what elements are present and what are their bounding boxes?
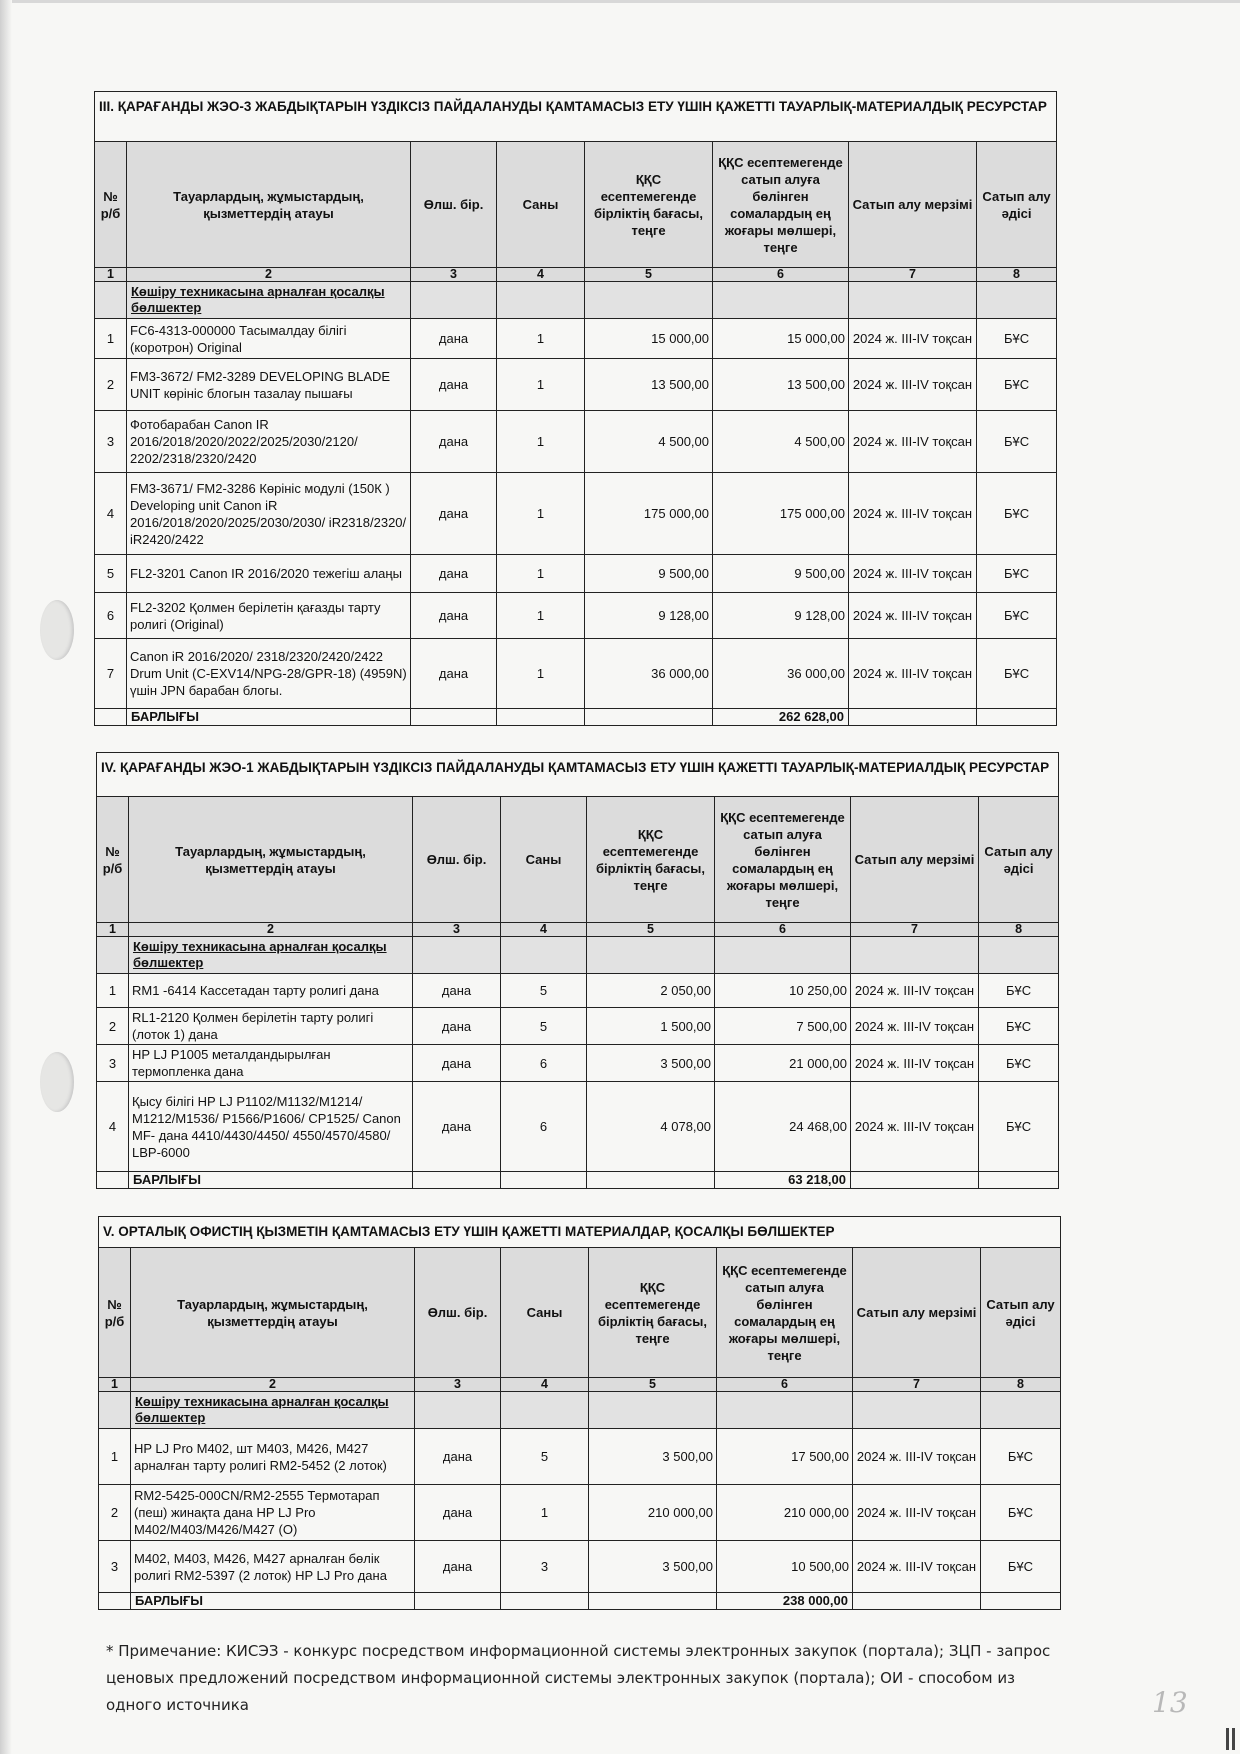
item-number: 2	[97, 1008, 129, 1045]
item-total-sum: 24 468,00	[715, 1082, 851, 1172]
col-header-method: Сатып алу әдісі	[977, 142, 1057, 268]
col-number: 3	[415, 1378, 501, 1392]
item-purchase-method: БҰС	[981, 1429, 1061, 1485]
item-purchase-period: 2024 ж. III-IV тоқсан	[849, 411, 977, 473]
item-unit: дана	[411, 593, 497, 639]
category-label: Көшіру техникасына арналған қосалқы бөлшектер	[131, 1392, 415, 1429]
item-unit: дана	[411, 639, 497, 709]
col-header-no: № р/б	[97, 797, 129, 923]
footnote: * Примечание: КИСЭЗ - конкурс посредством информационной системы электронных закупок (портала); ЗЦП - запрос ценовых предложений посредством информационной системы электронных закупок (портала); ОИ - способом из одного источника	[106, 1642, 1051, 1714]
item-name: HP LJ Pro M402, шт M403, M426, M427 арналған тарту ролигі RM2-5452 (2 лоток)	[131, 1429, 415, 1485]
item-total-sum: 15 000,00	[713, 319, 849, 359]
total-value: 238 000,00	[717, 1593, 853, 1610]
item-unit: дана	[411, 555, 497, 593]
total-label: БАРЛЫҒЫ	[131, 1593, 415, 1610]
total-value: 63 218,00	[715, 1172, 851, 1189]
item-purchase-method: БҰС	[979, 974, 1059, 1008]
item-unit-price: 210 000,00	[589, 1485, 717, 1541]
col-header-price: ҚҚС есептемегенде бірліктің бағасы, теңге	[585, 142, 713, 268]
item-unit-price: 4 500,00	[585, 411, 713, 473]
col-header-unit: Өлш. бір.	[411, 142, 497, 268]
item-unit: дана	[413, 1082, 501, 1172]
section-table	[96, 752, 1059, 1189]
item-quantity: 5	[501, 1429, 589, 1485]
scan-edge-mark	[1232, 1728, 1235, 1750]
section-title: V. ОРТАЛЫҚ ОФИСТІҢ ҚЫЗМЕТІН ҚАМТАМАСЫЗ ЕТУ ҮШІН ҚАЖЕТТІ МАТЕРИАЛДАР, ҚОСАЛҚЫ БӨЛШЕКТЕР	[99, 1217, 1061, 1248]
item-purchase-method: БҰС	[977, 473, 1057, 555]
item-unit: дана	[415, 1429, 501, 1485]
section-title: IV. ҚАРАҒАНДЫ ЖЭО-1 ЖАБДЫҚТАРЫН ҮЗДІКСІЗ ПАЙДАЛАНУДЫ ҚАМТАМАСЫЗ ЕТУ ҮШІН ҚАЖЕТТІ ТАУАРЛЫҚ-МАТЕРИАЛДЫҚ РЕСУРСТАР	[97, 753, 1059, 797]
table-row	[95, 555, 1057, 593]
item-number: 2	[95, 359, 127, 411]
item-name: RL1-2120 Қолмен берілетін тарту ролигі (лоток 1) дана	[129, 1008, 413, 1045]
table-row	[97, 974, 1059, 1008]
col-header-qty: Саны	[501, 1248, 589, 1378]
col-header-period: Сатып алу мерзімі	[851, 797, 979, 923]
item-purchase-method: БҰС	[981, 1541, 1061, 1593]
item-purchase-period: 2024 ж. III-IV тоқсан	[853, 1485, 981, 1541]
item-unit: дана	[415, 1541, 501, 1593]
item-purchase-method: БҰС	[977, 359, 1057, 411]
item-quantity: 1	[501, 1485, 589, 1541]
col-number: 8	[979, 923, 1059, 937]
item-name: Canon iR 2016/2020/ 2318/2320/2420/2422 Drum Unit (C-EXV14/NPG-28/GPR-18) (4959N) үшін JPN барабан блогы.	[127, 639, 411, 709]
item-total-sum: 13 500,00	[713, 359, 849, 411]
item-quantity: 1	[497, 593, 585, 639]
col-number: 7	[853, 1378, 981, 1392]
item-quantity: 1	[497, 319, 585, 359]
col-header-no: № р/б	[99, 1248, 131, 1378]
table-row	[95, 319, 1057, 359]
item-unit-price: 1 500,00	[587, 1008, 715, 1045]
item-purchase-method: БҰС	[977, 319, 1057, 359]
scan-left-shadow	[0, 0, 12, 1754]
item-number: 3	[95, 411, 127, 473]
item-total-sum: 9 500,00	[713, 555, 849, 593]
table-row	[95, 639, 1057, 709]
scan-edge-mark	[1226, 1728, 1229, 1750]
col-header-period: Сатып алу мерзімі	[849, 142, 977, 268]
item-unit: дана	[413, 1045, 501, 1082]
item-number: 3	[97, 1045, 129, 1082]
section-table	[98, 1216, 1061, 1610]
item-unit-price: 3 500,00	[589, 1541, 717, 1593]
punch-hole	[40, 1052, 74, 1112]
item-number: 4	[95, 473, 127, 555]
item-rows	[95, 319, 1057, 709]
item-quantity: 1	[497, 473, 585, 555]
item-name: FL2-3202 Қолмен берілетін қағазды тарту ролигі (Original)	[127, 593, 411, 639]
item-unit-price: 4 078,00	[587, 1082, 715, 1172]
item-name: FL2-3201 Canon IR 2016/2020 тежегіш алаңы	[127, 555, 411, 593]
item-number: 1	[97, 974, 129, 1008]
table-row	[95, 593, 1057, 639]
item-total-sum: 175 000,00	[713, 473, 849, 555]
col-header-no: № р/б	[95, 142, 127, 268]
item-number: 3	[99, 1541, 131, 1593]
item-number: 1	[95, 319, 127, 359]
item-number: 1	[99, 1429, 131, 1485]
col-number: 8	[981, 1378, 1061, 1392]
col-number: 3	[413, 923, 501, 937]
item-quantity: 6	[501, 1082, 587, 1172]
col-header-period: Сатып алу мерзімі	[853, 1248, 981, 1378]
item-purchase-method: БҰС	[977, 593, 1057, 639]
item-unit: дана	[411, 411, 497, 473]
item-unit: дана	[411, 359, 497, 411]
item-purchase-method: БҰС	[979, 1082, 1059, 1172]
table-row	[97, 1008, 1059, 1045]
item-total-sum: 36 000,00	[713, 639, 849, 709]
item-purchase-period: 2024 ж. III-IV тоқсан	[849, 359, 977, 411]
item-name: FM3-3672/ FM2-3289 DEVELOPING BLADE UNIT көрініс блогын тазалау пышағы	[127, 359, 411, 411]
item-quantity: 6	[501, 1045, 587, 1082]
item-number: 2	[99, 1485, 131, 1541]
col-number: 1	[99, 1378, 131, 1392]
item-name: M402, M403, M426, M427 арналған бөлік ролигі RM2-5397 (2 лоток) HP LJ Pro дана	[131, 1541, 415, 1593]
item-name: RM1 -6414 Кассетадан тарту ролигі дана	[129, 974, 413, 1008]
item-name: Фотобарабан Canon IR 2016/2018/2020/2022/2025/2030/2120/ 2202/2318/2320/2420	[127, 411, 411, 473]
item-total-sum: 17 500,00	[717, 1429, 853, 1485]
col-number: 4	[501, 1378, 589, 1392]
item-purchase-period: 2024 ж. III-IV тоқсан	[853, 1541, 981, 1593]
col-header-sum: ҚҚС есептемегенде сатып алуға бөлінген сомалардың ең жоғары мөлшері, теңге	[715, 797, 851, 923]
item-quantity: 1	[497, 411, 585, 473]
col-header-qty: Саны	[501, 797, 587, 923]
table-row	[95, 411, 1057, 473]
table-row	[99, 1485, 1061, 1541]
col-header-price: ҚҚС есептемегенде бірліктің бағасы, теңге	[587, 797, 715, 923]
item-purchase-period: 2024 ж. III-IV тоқсан	[851, 1008, 979, 1045]
col-number: 5	[587, 923, 715, 937]
col-number: 4	[501, 923, 587, 937]
col-header-qty: Саны	[497, 142, 585, 268]
col-header-method: Сатып алу әдісі	[981, 1248, 1061, 1378]
item-purchase-period: 2024 ж. III-IV тоқсан	[849, 639, 977, 709]
table-row	[97, 1082, 1059, 1172]
item-name: HP LJ P1005 металдандырылған термопленка дана	[129, 1045, 413, 1082]
col-number: 7	[849, 268, 977, 282]
table-row	[95, 359, 1057, 411]
table-row	[95, 473, 1057, 555]
item-unit: дана	[411, 319, 497, 359]
table-row	[99, 1541, 1061, 1593]
item-unit-price: 2 050,00	[587, 974, 715, 1008]
col-header-sum: ҚҚС есептемегенде сатып алуға бөлінген сомалардың ең жоғары мөлшері, теңге	[713, 142, 849, 268]
section-title: III. ҚАРАҒАНДЫ ЖЭО-3 ЖАБДЫҚТАРЫН ҮЗДІКСІЗ ПАЙДАЛАНУДЫ ҚАМТАМАСЫЗ ЕТУ ҮШІН ҚАЖЕТТІ ТАУАРЛЫҚ-МАТЕРИАЛДЫҚ РЕСУРСТАР	[95, 92, 1057, 142]
col-number: 1	[97, 923, 129, 937]
item-purchase-period: 2024 ж. III-IV тоқсан	[849, 555, 977, 593]
item-purchase-period: 2024 ж. III-IV тоқсан	[853, 1429, 981, 1485]
item-unit: дана	[413, 1008, 501, 1045]
item-rows	[97, 974, 1059, 1172]
item-quantity: 3	[501, 1541, 589, 1593]
col-number: 6	[717, 1378, 853, 1392]
col-number: 6	[715, 923, 851, 937]
col-header-price: ҚҚС есептемегенде бірліктің бағасы, теңге	[589, 1248, 717, 1378]
col-number: 4	[497, 268, 585, 282]
col-number: 8	[977, 268, 1057, 282]
item-purchase-period: 2024 ж. III-IV тоқсан	[849, 473, 977, 555]
item-unit-price: 175 000,00	[585, 473, 713, 555]
total-label: БАРЛЫҒЫ	[127, 709, 411, 726]
item-rows	[99, 1429, 1061, 1593]
section-table	[94, 91, 1057, 726]
item-unit: дана	[415, 1485, 501, 1541]
item-name: FM3-3671/ FM2-3286 Көрініс модулі (150К ) Developing unit Canon iR 2016/2018/2020/2025/2030/2030/ iR2318/2320/ iR2420/2422	[127, 473, 411, 555]
col-header-sum: ҚҚС есептемегенде сатып алуға бөлінген сомалардың ең жоғары мөлшері, теңге	[717, 1248, 853, 1378]
item-unit-price: 3 500,00	[587, 1045, 715, 1082]
col-number: 1	[95, 268, 127, 282]
table-row	[99, 1429, 1061, 1485]
item-purchase-period: 2024 ж. III-IV тоқсан	[851, 974, 979, 1008]
item-quantity: 1	[497, 555, 585, 593]
item-unit-price: 9 500,00	[585, 555, 713, 593]
item-purchase-method: БҰС	[977, 411, 1057, 473]
item-purchase-method: БҰС	[979, 1008, 1059, 1045]
item-quantity: 5	[501, 974, 587, 1008]
item-total-sum: 10 250,00	[715, 974, 851, 1008]
punch-hole	[40, 600, 74, 660]
item-purchase-method: БҰС	[977, 639, 1057, 709]
item-quantity: 1	[497, 639, 585, 709]
page-number: 13	[1152, 1686, 1188, 1719]
item-unit-price: 15 000,00	[585, 319, 713, 359]
col-header-unit: Өлш. бір.	[413, 797, 501, 923]
item-unit-price: 13 500,00	[585, 359, 713, 411]
item-name: RM2-5425-000CN/RM2-2555 Термотарап (пеш) жинақта дана HP LJ Pro M402/M403/M426/M427 (O)	[131, 1485, 415, 1541]
col-number: 2	[127, 268, 411, 282]
total-value: 262 628,00	[713, 709, 849, 726]
item-purchase-method: БҰС	[981, 1485, 1061, 1541]
item-unit: дана	[413, 974, 501, 1008]
table-row	[97, 1045, 1059, 1082]
col-header-name: Тауарлардың, жұмыстардың, қызметтердің атауы	[131, 1248, 415, 1378]
item-number: 4	[97, 1082, 129, 1172]
item-total-sum: 7 500,00	[715, 1008, 851, 1045]
category-label: Көшіру техникасына арналған қосалқы бөлшектер	[129, 937, 413, 974]
total-label: БАРЛЫҒЫ	[129, 1172, 413, 1189]
col-number: 2	[129, 923, 413, 937]
col-number: 5	[585, 268, 713, 282]
col-number: 3	[411, 268, 497, 282]
item-name: FC6-4313-000000 Тасымалдау білігі (коротрон) Original	[127, 319, 411, 359]
col-header-name: Тауарлардың, жұмыстардың, қызметтердің атауы	[129, 797, 413, 923]
col-number: 7	[851, 923, 979, 937]
item-total-sum: 210 000,00	[717, 1485, 853, 1541]
item-purchase-period: 2024 ж. III-IV тоқсан	[849, 319, 977, 359]
item-number: 7	[95, 639, 127, 709]
col-header-unit: Өлш. бір.	[415, 1248, 501, 1378]
item-total-sum: 9 128,00	[713, 593, 849, 639]
item-quantity: 1	[497, 359, 585, 411]
item-total-sum: 4 500,00	[713, 411, 849, 473]
item-name: Қысу білігі HP LJ P1102/M1132/M1214/ M1212/M1536/ P1566/P1606/ CP1525/ Canon MF- дана 4410/4430/4450/ 4550/4570/4580/ LBP-6000	[129, 1082, 413, 1172]
col-header-method: Сатып алу әдісі	[979, 797, 1059, 923]
item-quantity: 5	[501, 1008, 587, 1045]
item-purchase-method: БҰС	[977, 555, 1057, 593]
item-unit-price: 3 500,00	[589, 1429, 717, 1485]
col-header-name: Тауарлардың, жұмыстардың, қызметтердің атауы	[127, 142, 411, 268]
item-total-sum: 10 500,00	[717, 1541, 853, 1593]
col-number: 2	[131, 1378, 415, 1392]
col-number: 6	[713, 268, 849, 282]
category-label: Көшіру техникасына арналған қосалқы бөлшектер	[127, 282, 411, 319]
item-unit-price: 36 000,00	[585, 639, 713, 709]
item-number: 6	[95, 593, 127, 639]
item-purchase-period: 2024 ж. III-IV тоқсан	[851, 1045, 979, 1082]
item-total-sum: 21 000,00	[715, 1045, 851, 1082]
item-unit-price: 9 128,00	[585, 593, 713, 639]
col-number: 5	[589, 1378, 717, 1392]
scan-top-edge	[0, 0, 1240, 3]
item-purchase-period: 2024 ж. III-IV тоқсан	[851, 1082, 979, 1172]
item-number: 5	[95, 555, 127, 593]
item-unit: дана	[411, 473, 497, 555]
item-purchase-period: 2024 ж. III-IV тоқсан	[849, 593, 977, 639]
item-purchase-method: БҰС	[979, 1045, 1059, 1082]
